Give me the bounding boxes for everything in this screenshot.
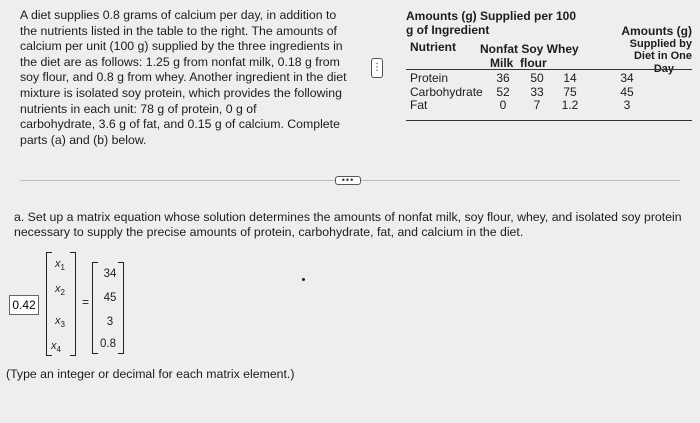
cell-soy: 50 <box>530 71 544 85</box>
problem-line: soy flour, and 0.8 g from whey. Another ingredient in the diet <box>20 70 347 85</box>
problem-line: the nutrients listed in the table to the right. The amounts of <box>20 23 337 38</box>
rhs-value: 3 <box>106 316 114 328</box>
table-body <box>410 72 692 113</box>
column-header-supplied <box>592 25 692 75</box>
cell-soy: 33 <box>530 84 544 99</box>
problem-statement <box>20 8 365 148</box>
cell-milk: 0 <box>499 98 507 112</box>
variable-x4 <box>46 340 66 354</box>
cell-whey: 1.2 <box>561 98 579 112</box>
cursor-dot <box>302 278 305 281</box>
row-label: Protein <box>410 71 449 85</box>
table-bottom-divider <box>406 120 692 121</box>
right-bracket <box>70 252 76 356</box>
table-row <box>410 86 692 100</box>
problem-line: mixture is isolated soy protein, which provides the following <box>20 85 342 100</box>
cell-day: 34 <box>620 71 634 85</box>
variable-x3 <box>50 315 70 329</box>
row-label: Fat <box>410 98 428 112</box>
cell-day: 3 <box>623 98 631 112</box>
cell-whey: 14 <box>563 71 577 85</box>
variable-x2 <box>50 283 70 297</box>
column-header-nutrient: Nutrient <box>410 40 456 54</box>
matrix-equation <box>0 252 200 362</box>
cell-day: 45 <box>620 84 634 99</box>
variable-text: $x_1$ <box>55 258 65 273</box>
problem-line: the diet are as follows: 1.25 g from nonfat milk, 0.18 g from <box>20 54 340 69</box>
header-text: Day <box>653 62 674 75</box>
header-text: Supplied by <box>629 37 692 50</box>
problem-line: parts (a) and (b) below. <box>20 132 147 147</box>
problem-line: A diet supplies 0.8 grams of calcium per day, in addition to <box>20 8 337 22</box>
more-button[interactable]: ••• <box>335 176 361 185</box>
row-label: Carbohydrate <box>410 84 483 99</box>
header-text: Amounts (g) <box>621 24 692 38</box>
table-row <box>410 72 692 86</box>
expand-table-button[interactable] <box>371 58 383 78</box>
question-text: a. Set up a matrix equation whose solution determines the amounts of nonfat milk, soy flour, whey, and isolated soy protein necessary to supply the precise amounts of protein, carbohydrate, fat, and calcium in the diet. <box>14 210 682 239</box>
table-title: Amounts (g) Supplied per 100 <box>406 9 577 23</box>
rhs-value: 45 <box>103 292 117 304</box>
cell-whey: 75 <box>563 84 577 99</box>
header-text: Nonfat Soy Whey <box>480 42 579 56</box>
header-text: Milk flour <box>490 56 547 70</box>
header-text: Diet in One <box>633 50 692 62</box>
problem-line: carbohydrate, 3.6 g of fat, and 0.15 g of calcium. Complete <box>20 117 340 132</box>
problem-line: calcium per unit (100 g) supplied by the three ingredients in <box>20 39 343 54</box>
cell-milk: 52 <box>496 84 510 99</box>
problem-line: nutrients in each unit: 78 g of protein, 0 g of <box>20 101 257 116</box>
header-divider <box>406 69 692 70</box>
matrix-answer-input[interactable] <box>9 295 39 315</box>
variable-text: $x_3$ <box>55 315 65 330</box>
table-row <box>410 99 692 113</box>
cell-soy: 7 <box>533 98 541 112</box>
nutrient-table <box>406 9 692 112</box>
variable-text: $x_2$ <box>55 283 65 298</box>
vertical-dots-icon: ⋮ <box>372 62 382 73</box>
column-header-ingredients <box>480 42 579 70</box>
variable-x1 <box>50 258 70 272</box>
variable-text: $x_4$ <box>51 340 61 355</box>
rhs-value: 0.8 <box>100 338 116 350</box>
input-hint: (Type an integer or decimal for each matrix element.) <box>6 367 295 381</box>
table-title-line2: g of Ingredient <box>406 23 490 37</box>
rhs-value: 34 <box>103 268 117 280</box>
cell-milk: 36 <box>496 71 510 85</box>
equals-sign: = <box>82 295 90 309</box>
